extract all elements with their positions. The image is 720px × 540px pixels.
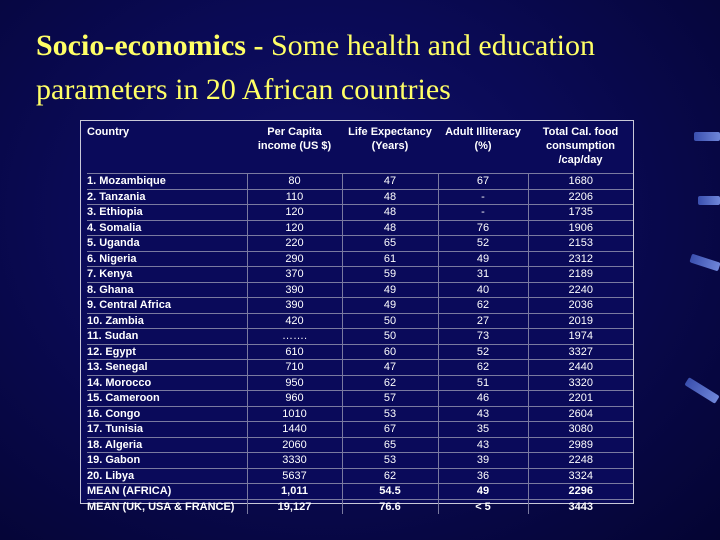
cell-income: 1440	[247, 422, 342, 438]
cell-calories: 3320	[528, 375, 633, 391]
cell-illiteracy: 27	[438, 313, 528, 329]
header-income: Per Capita income (US $)	[257, 126, 332, 152]
cell-life-expectancy: 50	[342, 313, 438, 329]
cell-illiteracy: 49	[438, 484, 528, 500]
cell-country: 5. Uganda	[87, 236, 247, 252]
mean-row	[87, 499, 633, 514]
cell-income: 80	[247, 174, 342, 190]
cell-life-expectancy: 76.6	[342, 499, 438, 514]
cell-calories: 3080	[528, 422, 633, 438]
cell-life-expectancy: 62	[342, 468, 438, 484]
table-row	[87, 205, 633, 221]
cell-income: 3330	[247, 453, 342, 469]
cell-life-expectancy: 67	[342, 422, 438, 438]
table-row	[87, 437, 633, 453]
table-row	[87, 282, 633, 298]
cell-calories: 2989	[528, 437, 633, 453]
cell-calories: 2036	[528, 298, 633, 314]
decorative-dash	[694, 132, 720, 141]
cell-country: 8. Ghana	[87, 282, 247, 298]
table-row	[87, 391, 633, 407]
cell-income: 390	[247, 298, 342, 314]
table-row	[87, 220, 633, 236]
cell-calories: 3443	[528, 499, 633, 514]
cell-illiteracy: 43	[438, 406, 528, 422]
cell-calories: 1735	[528, 205, 633, 221]
cell-life-expectancy: 54.5	[342, 484, 438, 500]
cell-country: 16. Congo	[87, 406, 247, 422]
cell-calories: 2312	[528, 251, 633, 267]
cell-life-expectancy: 53	[342, 453, 438, 469]
title-bold-part: Socio-economics -	[36, 29, 264, 62]
table-row	[87, 174, 633, 190]
table-row	[87, 313, 633, 329]
cell-life-expectancy: 65	[342, 437, 438, 453]
table-row	[87, 375, 633, 391]
title-rest-part: Some health and education parameters in 20 African countries	[36, 29, 596, 106]
cell-life-expectancy: 65	[342, 236, 438, 252]
cell-country: 4. Somalia	[87, 220, 247, 236]
cell-illiteracy: 40	[438, 282, 528, 298]
cell-illiteracy: 43	[438, 437, 528, 453]
cell-income: 370	[247, 267, 342, 283]
table-row	[87, 453, 633, 469]
cell-life-expectancy: 47	[342, 360, 438, 376]
cell-calories: 2201	[528, 391, 633, 407]
cell-income: 1010	[247, 406, 342, 422]
cell-income: …….	[247, 329, 342, 345]
cell-illiteracy: 49	[438, 251, 528, 267]
table-row	[87, 360, 633, 376]
cell-illiteracy: 62	[438, 360, 528, 376]
cell-country: 1. Mozambique	[87, 174, 247, 190]
cell-country: 6. Nigeria	[87, 251, 247, 267]
cell-income: 5637	[247, 468, 342, 484]
cell-illiteracy: 67	[438, 174, 528, 190]
header-illiteracy: Adult Illiteracy (%)	[445, 126, 521, 152]
data-table	[87, 125, 633, 514]
table-row	[87, 298, 633, 314]
cell-country: MEAN (AFRICA)	[87, 484, 247, 500]
cell-calories: 3327	[528, 344, 633, 360]
cell-calories: 2019	[528, 313, 633, 329]
cell-country: 15. Cameroon	[87, 391, 247, 407]
cell-income: 710	[247, 360, 342, 376]
cell-calories: 3324	[528, 468, 633, 484]
cell-country: 12. Egypt	[87, 344, 247, 360]
table-row	[87, 189, 633, 205]
cell-calories: 1680	[528, 174, 633, 190]
cell-country: 7. Kenya	[87, 267, 247, 283]
cell-income: 950	[247, 375, 342, 391]
table-row	[87, 422, 633, 438]
cell-life-expectancy: 48	[342, 205, 438, 221]
cell-illiteracy: 52	[438, 236, 528, 252]
header-life-expectancy: Life Expectancy (Years)	[348, 126, 432, 152]
cell-illiteracy: -	[438, 189, 528, 205]
cell-country: 3. Ethiopia	[87, 205, 247, 221]
cell-illiteracy: < 5	[438, 499, 528, 514]
cell-income: 220	[247, 236, 342, 252]
cell-country: 14. Morocco	[87, 375, 247, 391]
cell-calories: 2296	[528, 484, 633, 500]
cell-life-expectancy: 48	[342, 189, 438, 205]
cell-calories: 2440	[528, 360, 633, 376]
cell-illiteracy: 35	[438, 422, 528, 438]
cell-income: 120	[247, 205, 342, 221]
cell-income: 960	[247, 391, 342, 407]
cell-illiteracy: 52	[438, 344, 528, 360]
cell-illiteracy: -	[438, 205, 528, 221]
cell-country: 20. Libya	[87, 468, 247, 484]
table-row	[87, 236, 633, 252]
cell-calories: 2604	[528, 406, 633, 422]
cell-country: 19. Gabon	[87, 453, 247, 469]
cell-income: 610	[247, 344, 342, 360]
table-row	[87, 344, 633, 360]
cell-calories: 1974	[528, 329, 633, 345]
cell-country: 13. Senegal	[87, 360, 247, 376]
cell-illiteracy: 73	[438, 329, 528, 345]
cell-life-expectancy: 60	[342, 344, 438, 360]
cell-country: MEAN (UK, USA & FRANCE)	[87, 499, 247, 514]
cell-income: 2060	[247, 437, 342, 453]
cell-life-expectancy: 62	[342, 375, 438, 391]
cell-life-expectancy: 57	[342, 391, 438, 407]
table-row	[87, 406, 633, 422]
cell-calories: 1906	[528, 220, 633, 236]
cell-life-expectancy: 48	[342, 220, 438, 236]
cell-life-expectancy: 53	[342, 406, 438, 422]
cell-income: 290	[247, 251, 342, 267]
cell-illiteracy: 39	[438, 453, 528, 469]
cell-income: 120	[247, 220, 342, 236]
cell-country: 10. Zambia	[87, 313, 247, 329]
cell-illiteracy: 46	[438, 391, 528, 407]
cell-life-expectancy: 61	[342, 251, 438, 267]
slide-title	[36, 24, 706, 112]
cell-calories: 2240	[528, 282, 633, 298]
cell-income: 420	[247, 313, 342, 329]
cell-life-expectancy: 59	[342, 267, 438, 283]
cell-country: 18. Algeria	[87, 437, 247, 453]
cell-illiteracy: 31	[438, 267, 528, 283]
cell-calories: 2189	[528, 267, 633, 283]
cell-life-expectancy: 49	[342, 282, 438, 298]
cell-calories: 2206	[528, 189, 633, 205]
decorative-dash	[684, 377, 719, 404]
cell-life-expectancy: 47	[342, 174, 438, 190]
cell-income: 19,127	[247, 499, 342, 514]
table-row	[87, 468, 633, 484]
header-calories: Total Cal. food consumption /cap/day	[542, 126, 619, 166]
cell-illiteracy: 62	[438, 298, 528, 314]
cell-country: 9. Central Africa	[87, 298, 247, 314]
cell-calories: 2248	[528, 453, 633, 469]
header-country: Country	[87, 126, 130, 138]
table-row	[87, 267, 633, 283]
cell-life-expectancy: 50	[342, 329, 438, 345]
cell-country: 11. Sudan	[87, 329, 247, 345]
cell-calories: 2153	[528, 236, 633, 252]
table-row	[87, 329, 633, 345]
cell-life-expectancy: 49	[342, 298, 438, 314]
cell-illiteracy: 51	[438, 375, 528, 391]
mean-row	[87, 484, 633, 500]
cell-country: 17. Tunisia	[87, 422, 247, 438]
table-header-row	[87, 125, 633, 174]
cell-income: 110	[247, 189, 342, 205]
cell-income: 390	[247, 282, 342, 298]
cell-country: 2. Tanzania	[87, 189, 247, 205]
data-table-frame	[80, 120, 634, 513]
decorative-dash	[689, 254, 720, 272]
cell-illiteracy: 36	[438, 468, 528, 484]
cell-income: 1,011	[247, 484, 342, 500]
decorative-dash	[698, 196, 720, 205]
cell-illiteracy: 76	[438, 220, 528, 236]
table-row	[87, 251, 633, 267]
